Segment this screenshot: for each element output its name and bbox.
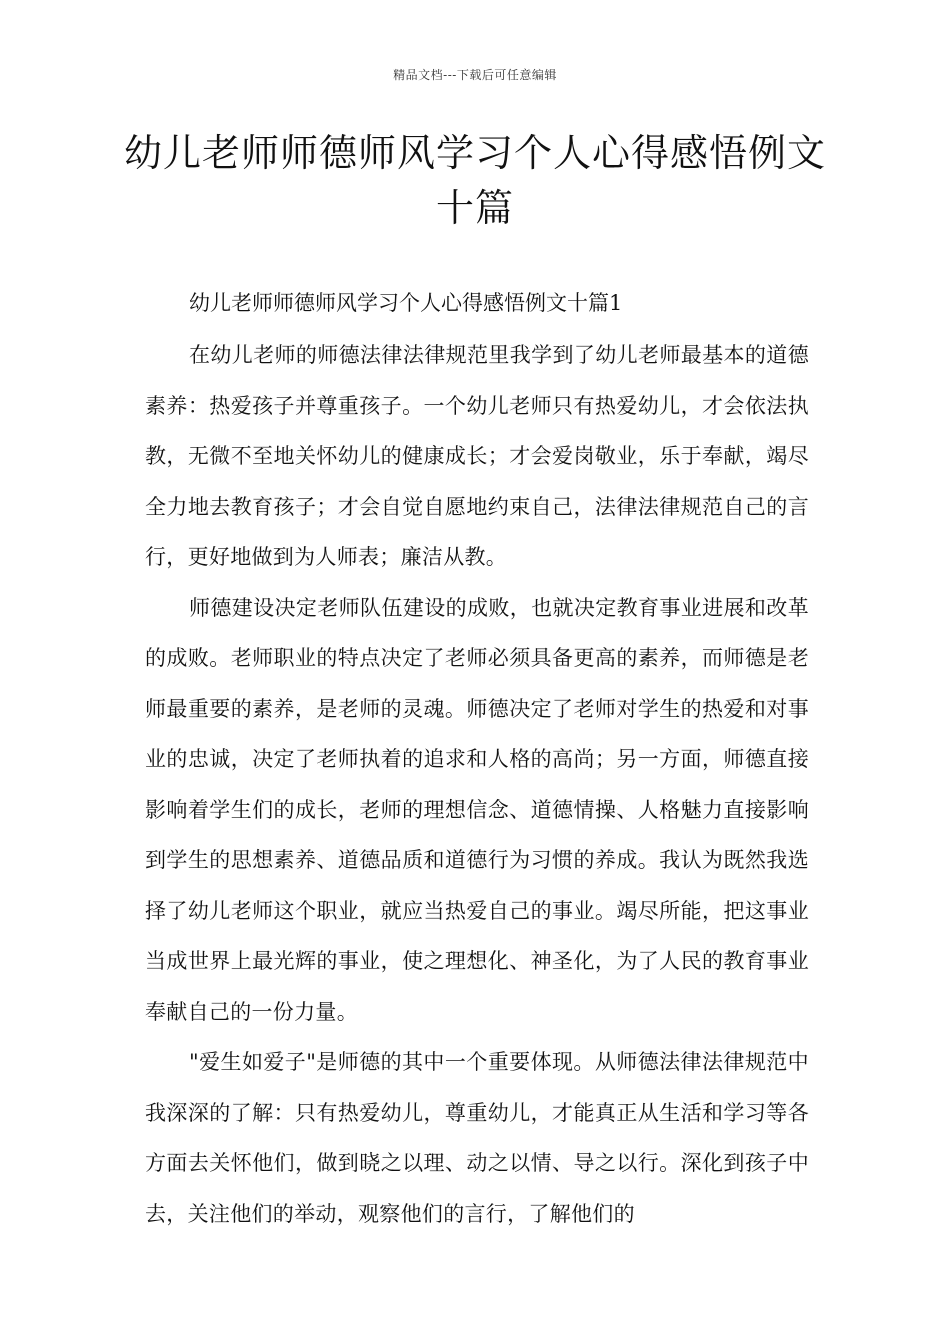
header-note: 精品文档---下载后可任意编辑 [393,68,557,82]
paragraph-2: 师德建设决定老师队伍建设的成败，也就决定教育事业进展和改革的成败。老师职业的特点决定了老师必须具备更高的素养，而师德是老师最重要的素养，是老师的灵魂。师德决定了老师对学生的热爱和对事业的忠诚，决定了老师执着的追求和人格的高尚；另一方面，师德直接影响着学生们的成长，老师的理想信念、道德情操、人格魅力直接影响到学生的思想素养、道德品质和道德行为习惯的养成。我认为既然我选择了幼儿老师这个职业，就应当热爱自己的事业。竭尽所能，把这事业当成世界上最光辉的事业，使之理想化、神圣化，为了人民的教育事业奉献自己的一份力量。 [145,595,809,1024]
document-title: 幼儿老师师德师风学习个人心得感悟例文十篇 [123,131,826,230]
paragraph-1: 在幼儿老师的师德法律法律规范里我学到了幼儿老师最基本的道德素养：热爱孩子并尊重孩子。一个幼儿老师只有热爱幼儿，才会依法执教，无微不至地关怀幼儿的健康成长；才会爱岗敬业，乐于奉献，竭尽全力地去教育孩子；才会自觉自愿地约束自己，法律法律规范自己的言行，更好地做到为人师表；廉洁从教。 [145,343,809,569]
document-body [145,280,809,1239]
paragraph-3: "爱生如爱子"是师德的其中一个重要体现。从师德法律法律规范中我深深的了解：只有热爱幼儿，尊重幼儿，才能真正从生活和学习等各方面去关怀他们，做到晓之以理、动之以情、导之以行。深化到孩子中去，关注他们的举动，观察他们的言行，了解他们的 [145,1050,809,1226]
section-heading: 幼儿老师师德师风学习个人心得感悟例文十篇1 [189,291,623,315]
